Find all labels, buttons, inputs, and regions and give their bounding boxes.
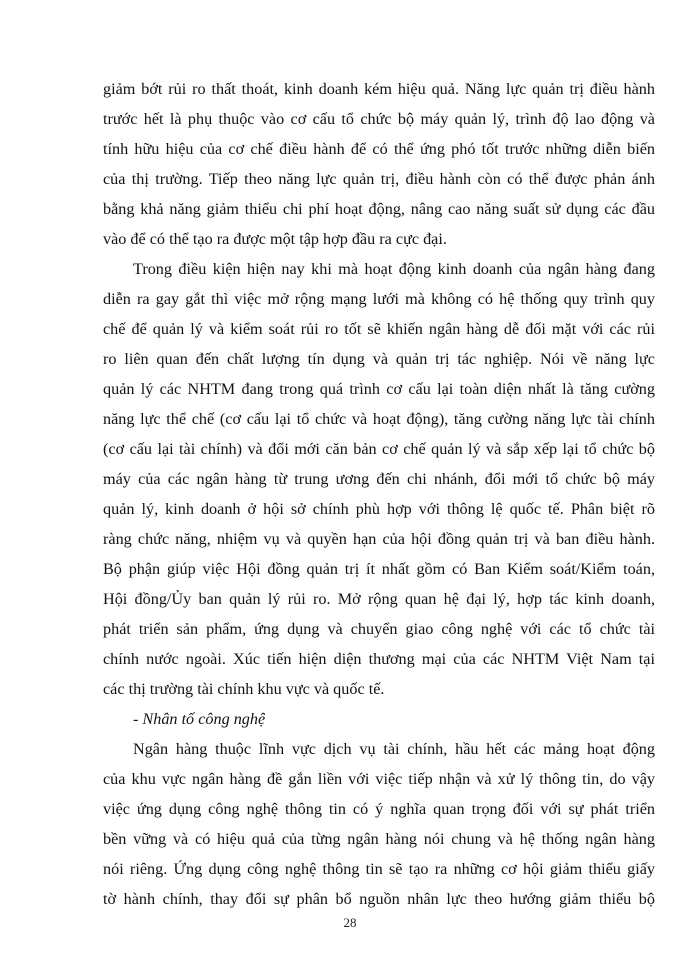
text-line: chính nước ngoài. Xúc tiến hiện diện thương mại của các NHTM Việt Nam tại <box>103 650 655 668</box>
text-line: diễn ra gay gắt thì việc mở rộng mạng lưới mà không có hệ thống quy trình quy <box>103 290 655 308</box>
text-line: chế để quản lý và kiểm soát rủi ro tốt sẽ khiến ngân hàng dễ đối mặt với các rủi <box>103 320 655 338</box>
section-heading: - Nhân tố công nghệ <box>133 710 266 728</box>
text-line: Trong điều kiện hiện nay khi mà hoạt động kinh doanh của ngân hàng đang <box>133 260 655 278</box>
text-line: bền vững và có hiệu quả của từng ngân hàng nói chung và hệ thống ngân hàng <box>103 830 655 848</box>
text-line: Ngân hàng thuộc lĩnh vực dịch vụ tài chính, hầu hết các mảng hoạt động <box>133 740 655 758</box>
text-line: quản lý, kinh doanh ở hội sở chính phù hợp với thông lệ quốc tế. Phân biệt rõ <box>103 500 655 518</box>
text-line: máy của các ngân hàng từ trung ương đến chi nhánh, đổi mới tổ chức bộ máy <box>103 470 655 488</box>
text-line: giảm bớt rủi ro thất thoát, kinh doanh kém hiệu quả. Năng lực quản trị điều hành <box>103 80 655 98</box>
text-line: Bộ phận giúp việc Hội đồng quản trị ít nhất gồm có Ban Kiểm soát/Kiểm toán, <box>103 560 655 578</box>
text-line: phát triển sản phẩm, ứng dụng và chuyển giao công nghệ với các tổ chức tài <box>103 620 655 638</box>
text-line: bằng khả năng giảm thiểu chi phí hoạt động, nâng cao năng suất sử dụng các đầu <box>103 200 655 218</box>
text-line: vào để có thể tạo ra được một tập hợp đầu ra cực đại. <box>103 230 447 248</box>
text-line: tính hữu hiệu của cơ chế điều hành để có thể ứng phó tốt trước những diễn biến <box>103 140 655 158</box>
text-line: nói riêng. Ứng dụng công nghệ thông tin sẽ tạo ra những cơ hội giảm thiểu giấy <box>103 860 655 878</box>
text-line: trước hết là phụ thuộc vào cơ cấu tổ chức bộ máy quản lý, trình độ lao động và <box>103 110 655 128</box>
text-line: quản lý các NHTM đang trong quá trình cơ cấu lại toàn diện nhất là tăng cường <box>103 380 655 398</box>
text-line: năng lực thể chế (cơ cấu lại tổ chức và hoạt động), tăng cường năng lực tài chính <box>103 410 655 428</box>
text-line: ro liên quan đến chất lượng tín dụng và quản trị tác nghiệp. Nói về năng lực <box>103 350 655 368</box>
text-line: tờ hành chính, thay đổi sự phân bổ nguồn nhân lực theo hướng giảm thiểu bộ <box>103 890 655 908</box>
text-line: của thị trường. Tiếp theo năng lực quản trị, điều hành còn có thể được phản ánh <box>103 170 655 188</box>
text-line: việc ứng dụng công nghệ thông tin có ý nghĩa quan trọng đối với sự phát triển <box>103 800 655 818</box>
text-line: các thị trường tài chính khu vực và quốc tế. <box>103 680 385 698</box>
text-line: ràng chức năng, nhiệm vụ và quyền hạn của hội đồng quản trị và ban điều hành. <box>103 530 655 548</box>
page-number: 28 <box>343 915 357 930</box>
text-line: (cơ cấu lại tài chính) và đổi mới căn bản cơ chế quản lý và sắp xếp lại tổ chức bộ <box>103 440 655 458</box>
text-line: Hội đồng/Ủy ban quản lý rủi ro. Mở rộng quan hệ đại lý, hợp tác kinh doanh, <box>103 590 655 608</box>
text-line: của khu vực ngân hàng đề gắn liền với việc tiếp nhận và xử lý thông tin, do vậy <box>103 770 655 788</box>
